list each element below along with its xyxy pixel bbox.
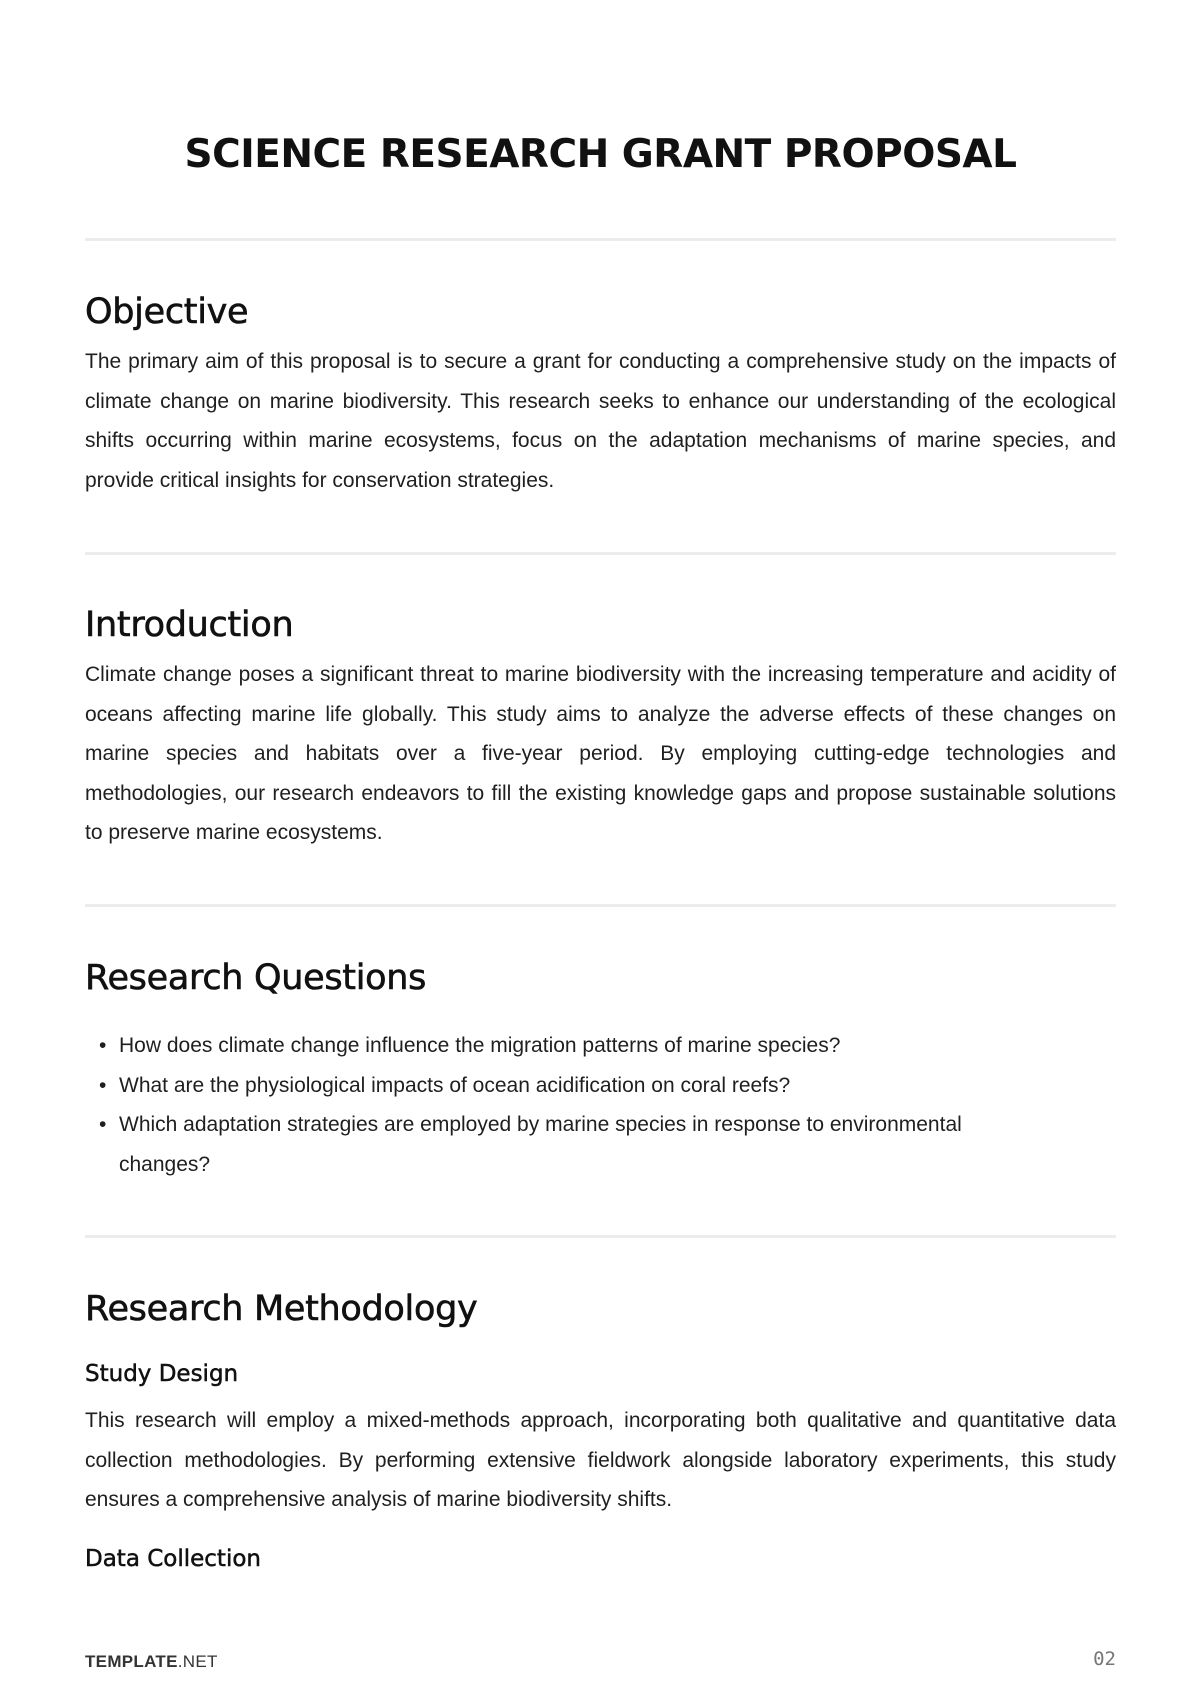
methodology-heading: Research Methodology xyxy=(85,1289,478,1329)
objective-body: The primary aim of this proposal is to secure a grant for conducting a comprehensive study on the impacts of climate change on marine biodiversity. This research seeks to enhance our understanding of the ecological shifts occurring within marine ecosystems, focus on the adaptation mechanisms of marine species, and provide critical insights for conservation strategies. xyxy=(85,350,1116,492)
objective-section xyxy=(85,292,1116,500)
methodology-section xyxy=(85,1289,1116,1574)
list-item: • What are the physiological impacts of ocean acidification on coral reefs? xyxy=(119,1066,1019,1106)
bullet-icon: • xyxy=(99,1073,107,1097)
divider xyxy=(85,904,1116,907)
bullet-icon: • xyxy=(99,1113,107,1136)
research-questions-heading: Research Questions xyxy=(85,958,427,998)
divider xyxy=(85,1235,1116,1238)
divider xyxy=(85,238,1116,241)
study-design-body: This research will employ a mixed-methods approach, incorporating both qualitative and quantitative data collection methodologies. By performing extensive fieldwork alongside laboratory experiments, this study ensures a comprehensive analysis of marine biodiversity shifts. xyxy=(85,1409,1116,1511)
introduction-section xyxy=(85,605,1116,853)
document-page xyxy=(85,0,1116,1697)
research-questions-list xyxy=(85,1026,1116,1184)
list-item: • Which adaptation strategies are employed by marine species in response to environmental changes? xyxy=(119,1105,1019,1184)
research-questions-section xyxy=(85,958,1116,1184)
divider xyxy=(85,552,1116,555)
study-design-heading: Study Design xyxy=(85,1361,239,1387)
footer-brand-logo: TEMPLATE.NET xyxy=(85,1652,218,1671)
introduction-heading: Introduction xyxy=(85,605,294,645)
document-title: SCIENCE RESEARCH GRANT PROPOSAL xyxy=(184,132,1017,177)
bullet-icon: • xyxy=(99,1034,107,1057)
introduction-body: Climate change poses a significant threat to marine biodiversity with the increasing temperature and acidity of oceans affecting marine life globally. This study aims to analyze the adverse effects of these changes on marine species and habitats over a five-year period. By employing cutting-edge technologies and methodologies, our research endeavors to fill the existing knowledge gaps and propose sustainable solutions to preserve marine ecosystems. xyxy=(85,663,1116,844)
list-item: • How does climate change influence the migration patterns of marine species? xyxy=(119,1026,1019,1066)
data-collection-heading: Data Collection xyxy=(85,1545,261,1572)
page-number: 02 xyxy=(1093,1648,1116,1670)
objective-heading: Objective xyxy=(85,292,249,332)
